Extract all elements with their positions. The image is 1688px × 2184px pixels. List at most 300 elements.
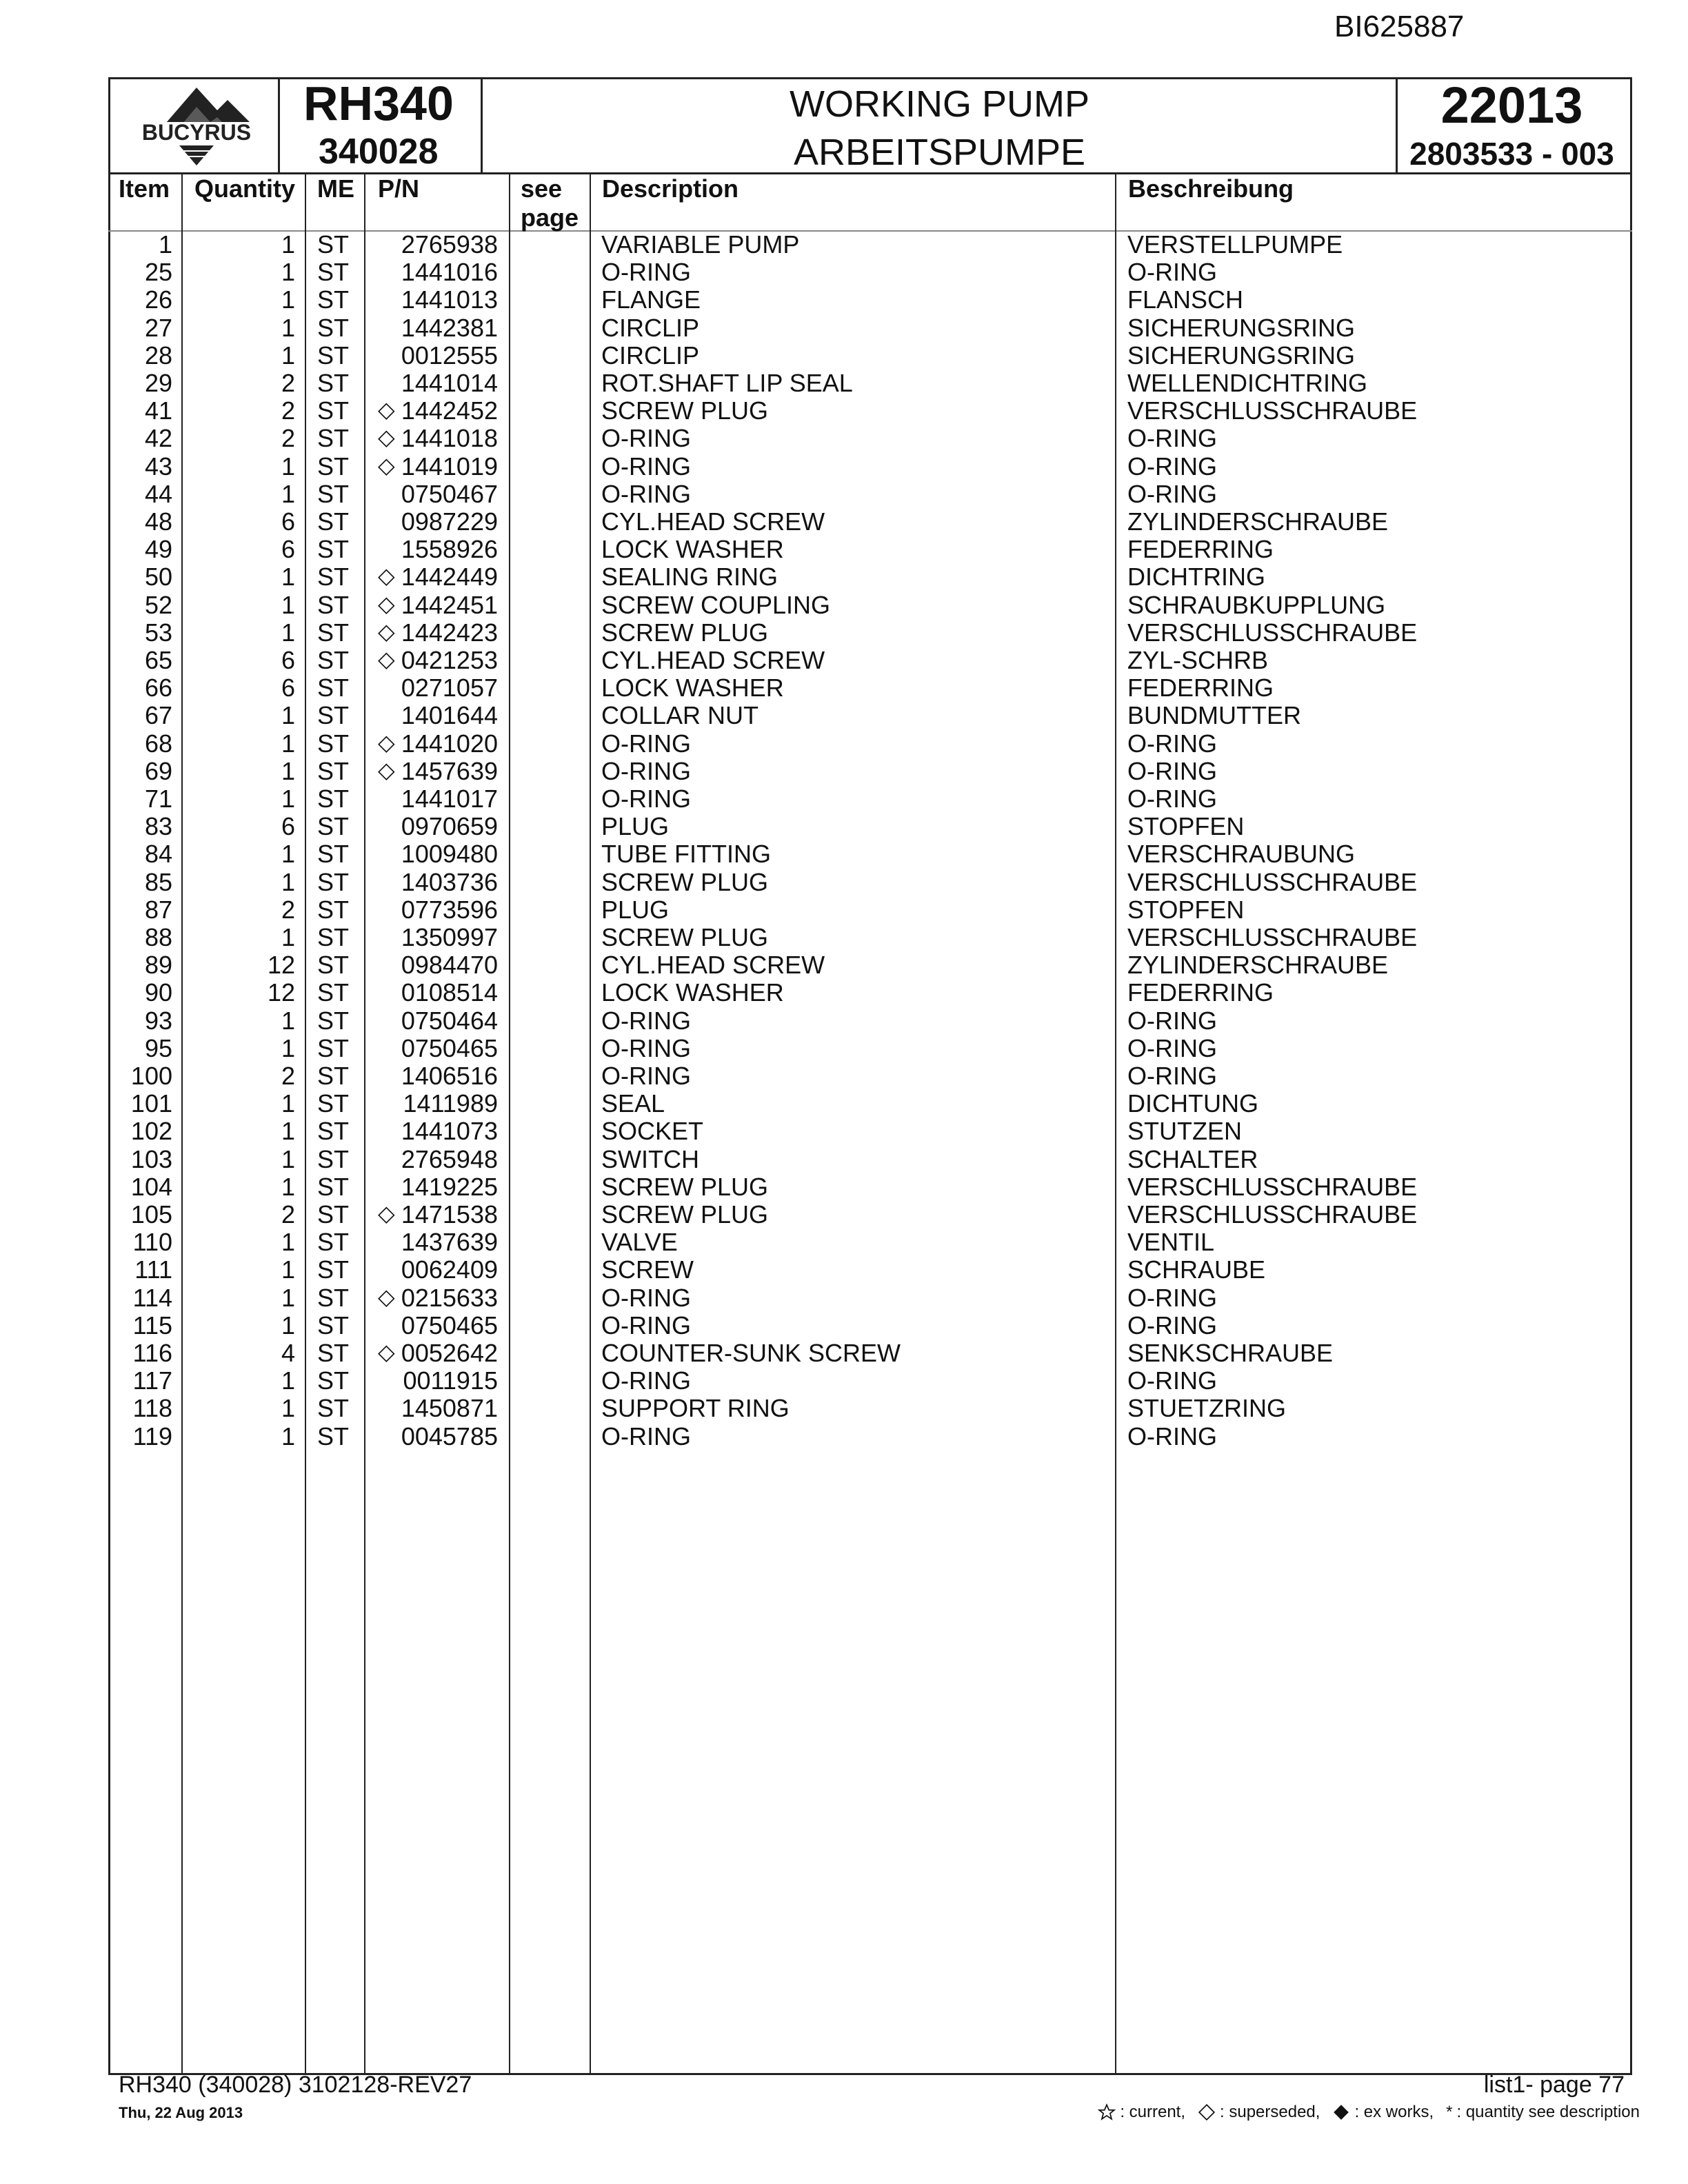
column-header-item: Item [119, 174, 170, 203]
cell-me: ST [317, 285, 350, 314]
cell-pn: 2765948 [401, 1144, 498, 1173]
cell-desc: O-RING [601, 1033, 691, 1062]
cell-desc: VARIABLE PUMP [601, 230, 800, 259]
cell-desc-de: O-RING [1127, 1422, 1217, 1450]
cell-me: ST [317, 923, 350, 951]
cell-desc: COLLAR NUT [601, 701, 759, 730]
cell-qty: 1 [281, 867, 295, 896]
cell-desc-de: VERSCHRAUBUNG [1127, 840, 1356, 869]
cell-pn: 1350997 [401, 923, 498, 951]
cell-desc-de: STOPFEN [1127, 895, 1245, 924]
cell-desc: SWITCH [601, 1144, 699, 1173]
cell-me: ST [317, 535, 350, 564]
cell-me: ST [317, 1006, 350, 1035]
cell-qty: 2 [281, 895, 295, 924]
cell-pn: 1442449 [401, 563, 498, 592]
cell-qty: 2 [281, 1200, 295, 1228]
superseded-icon: ◇ [378, 425, 395, 450]
superseded-icon: ◇ [378, 452, 395, 478]
cell-me: ST [317, 479, 350, 508]
cell-me: ST [317, 1366, 350, 1395]
cell-qty: 12 [267, 951, 295, 980]
cell-pn: 0052642 [401, 1339, 498, 1367]
cell-pn: 1441018 [401, 424, 498, 453]
cell-desc: O-RING [601, 1366, 691, 1395]
cell-qty: 1 [281, 1394, 295, 1423]
group-number: 22013 [1440, 77, 1583, 134]
cell-item: 101 [130, 1089, 172, 1118]
legend-quantity: * : quantity see description [1446, 2103, 1640, 2121]
cell-me: ST [317, 369, 350, 397]
cell-pn: 0215633 [401, 1283, 498, 1312]
cell-desc: CIRCLIP [601, 341, 700, 370]
cell-pn: 0421253 [401, 646, 498, 674]
cell-qty: 2 [281, 396, 295, 425]
cell-pn: 0750467 [401, 479, 498, 508]
cell-desc-de: O-RING [1127, 1062, 1217, 1090]
cell-me: ST [317, 396, 350, 425]
cell-pn: 1403736 [401, 867, 498, 896]
cell-desc-de: VERSCHLUSSCHRAUBE [1127, 1200, 1418, 1228]
cell-desc: SCREW PLUG [601, 867, 769, 896]
cell-desc: ROT.SHAFT LIP SEAL [601, 369, 853, 397]
cell-desc-de: VERSTELLPUMPE [1127, 230, 1343, 259]
column-line [590, 174, 591, 2075]
cell-pn: 1406516 [401, 1062, 498, 1090]
legend-ex-works: : ex works, [1332, 2103, 1434, 2122]
cell-desc-de: FEDERRING [1127, 535, 1274, 564]
cell-desc-de: O-RING [1127, 729, 1217, 758]
cell-me: ST [317, 258, 350, 287]
group-reference: 2803533 - 003 [1409, 136, 1614, 172]
cell-me: ST [317, 563, 350, 592]
footer-document-ref: RH340 (340028) 3102128-REV27 [119, 2072, 472, 2098]
cell-pn: 1457639 [401, 756, 498, 785]
cell-me: ST [317, 1200, 350, 1228]
cell-desc-de: O-RING [1127, 1006, 1217, 1035]
cell-desc: O-RING [601, 1062, 691, 1090]
cell-pn: 1442381 [401, 313, 498, 342]
cell-desc: LOCK WASHER [601, 978, 784, 1007]
cell-me: ST [317, 1172, 350, 1201]
cell-me: ST [317, 313, 350, 342]
document-id: BI625887 [1334, 10, 1465, 43]
cell-desc-de: STUETZRING [1127, 1394, 1286, 1423]
cell-desc: O-RING [601, 479, 691, 508]
cell-desc-de: SICHERUNGSRING [1127, 313, 1356, 342]
cell-qty: 1 [281, 1228, 295, 1257]
cell-desc-de: ZYL-SCHRB [1127, 646, 1269, 674]
cell-me: ST [317, 230, 350, 259]
cell-pn: 1437639 [401, 1228, 498, 1257]
cell-me: ST [317, 785, 350, 813]
cell-pn: 0773596 [401, 895, 498, 924]
cell-item: 66 [144, 674, 172, 702]
cell-desc: SCREW PLUG [601, 396, 769, 425]
cell-me: ST [317, 452, 350, 481]
cell-pn: 1471538 [401, 1200, 498, 1228]
diamond-outline-icon [1198, 2103, 1216, 2121]
cell-qty: 12 [267, 978, 295, 1007]
cell-pn: 0012555 [401, 341, 498, 370]
diamond-filled-icon [1332, 2103, 1350, 2121]
cell-desc: SCREW COUPLING [601, 590, 831, 619]
cell-pn: 1441019 [401, 452, 498, 481]
cell-pn: 1401644 [401, 701, 498, 730]
cell-item: 119 [132, 1422, 172, 1450]
cell-qty: 6 [281, 674, 295, 702]
cell-pn: 1558926 [401, 535, 498, 564]
cell-qty: 2 [281, 424, 295, 453]
column-header-description: Description [602, 174, 739, 203]
cell-pn: 0108514 [401, 978, 498, 1007]
cell-me: ST [317, 1339, 350, 1367]
cell-desc-de: ZYLINDERSCHRAUBE [1127, 951, 1389, 980]
cell-qty: 2 [281, 1062, 295, 1090]
cell-desc: CYL.HEAD SCREW [601, 951, 825, 980]
cell-desc: O-RING [601, 452, 691, 481]
cell-qty: 1 [281, 840, 295, 869]
cell-desc-de: FLANSCH [1127, 285, 1244, 314]
cell-item: 1 [158, 230, 172, 259]
cell-pn: 1442423 [401, 618, 498, 647]
cell-desc: SCREW PLUG [601, 1200, 769, 1228]
cell-item: 116 [132, 1339, 172, 1367]
cell-item: 44 [144, 479, 172, 508]
cell-desc-de: VERSCHLUSSCHRAUBE [1127, 867, 1418, 896]
cell-pn: 0750465 [401, 1311, 498, 1339]
cell-me: ST [317, 978, 350, 1007]
column-header-pn: P/N [378, 174, 420, 203]
page-label: page [521, 203, 579, 232]
cell-desc-de: VERSCHLUSSCHRAUBE [1127, 1172, 1418, 1201]
cell-desc: LOCK WASHER [601, 535, 784, 564]
cell-me: ST [317, 840, 350, 869]
cell-qty: 1 [281, 618, 295, 647]
cell-desc-de: SENKSCHRAUBE [1127, 1339, 1334, 1367]
cell-desc: COUNTER-SUNK SCREW [601, 1339, 901, 1367]
cell-me: ST [317, 1394, 350, 1423]
cell-qty: 6 [281, 812, 295, 841]
cell-qty: 1 [281, 923, 295, 951]
cell-pn: 1411989 [403, 1089, 498, 1118]
cell-item: 50 [144, 563, 172, 592]
cell-desc: PLUG [601, 895, 670, 924]
cell-item: 48 [144, 507, 172, 536]
cell-item: 118 [132, 1394, 172, 1423]
cell-desc: O-RING [601, 785, 691, 813]
cell-desc-de: VERSCHLUSSCHRAUBE [1127, 923, 1418, 951]
column-header-beschreibung: Beschreibung [1128, 174, 1294, 203]
cell-desc-de: DICHTRING [1127, 563, 1265, 592]
cell-desc: TUBE FITTING [601, 840, 771, 869]
cell-pn: 0011915 [403, 1366, 498, 1395]
superseded-icon: ◇ [378, 563, 395, 589]
cell-item: 71 [144, 785, 172, 813]
cell-desc-de: O-RING [1127, 1033, 1217, 1062]
cell-me: ST [317, 507, 350, 536]
cell-pn: 1450871 [401, 1394, 498, 1423]
cell-desc: SCREW PLUG [601, 1172, 769, 1201]
cell-pn: 1442451 [401, 590, 498, 619]
cell-qty: 1 [281, 1311, 295, 1339]
cell-desc: SEAL [601, 1089, 665, 1118]
cell-item: 52 [144, 590, 172, 619]
cell-me: ST [317, 1144, 350, 1173]
cell-me: ST [317, 756, 350, 785]
cell-item: 29 [144, 369, 172, 397]
superseded-icon: ◇ [378, 1201, 395, 1226]
legend-current: : current, [1098, 2103, 1185, 2122]
cell-qty: 1 [281, 563, 295, 592]
cell-me: ST [317, 1228, 350, 1257]
bucyrus-logo [114, 79, 279, 172]
cell-pn: 1419225 [401, 1172, 498, 1201]
superseded-icon: ◇ [378, 1339, 395, 1364]
cell-item: 28 [144, 341, 172, 370]
superseded-icon: ◇ [378, 397, 395, 423]
cell-me: ST [317, 951, 350, 980]
cell-qty: 1 [281, 230, 295, 259]
superseded-icon: ◇ [378, 729, 395, 755]
cell-desc-de: O-RING [1127, 258, 1217, 287]
superseded-icon: ◇ [378, 591, 395, 616]
cell-item: 105 [130, 1200, 172, 1228]
cell-item: 85 [144, 867, 172, 896]
cell-item: 43 [144, 452, 172, 481]
cell-desc: VALVE [601, 1228, 678, 1257]
cell-desc-de: SCHRAUBKUPPLUNG [1127, 590, 1386, 619]
cell-me: ST [317, 729, 350, 758]
cell-item: 26 [144, 285, 172, 314]
cell-pn: 0970659 [401, 812, 498, 841]
superseded-icon: ◇ [378, 757, 395, 782]
cell-qty: 2 [281, 369, 295, 397]
cell-desc-de: DICHTUNG [1127, 1089, 1258, 1118]
cell-desc-de: VERSCHLUSSCHRAUBE [1127, 618, 1418, 647]
cell-qty: 1 [281, 313, 295, 342]
cell-pn: 1441014 [401, 369, 498, 397]
title-german: ARBEITSPUMPE [793, 132, 1086, 173]
cell-desc: SUPPORT RING [601, 1394, 790, 1423]
cell-pn: 1441073 [401, 1117, 498, 1146]
cell-item: 110 [132, 1228, 172, 1257]
cell-item: 103 [130, 1144, 172, 1173]
cell-item: 84 [144, 840, 172, 869]
cell-item: 67 [144, 701, 172, 730]
asterisk-icon: * [1446, 2103, 1453, 2121]
cell-desc: CIRCLIP [601, 313, 700, 342]
cell-desc-de: O-RING [1127, 785, 1217, 813]
cell-desc: SCREW [601, 1255, 694, 1284]
legend-superseded: : superseded, [1198, 2103, 1320, 2122]
see-label: see [521, 174, 563, 203]
cell-me: ST [317, 424, 350, 453]
cell-desc-de: SICHERUNGSRING [1127, 341, 1356, 370]
cell-item: 90 [144, 978, 172, 1007]
cell-desc-de: O-RING [1127, 1283, 1217, 1312]
cell-pn: 1442452 [401, 396, 498, 425]
cell-me: ST [317, 1422, 350, 1450]
cell-desc-de: O-RING [1127, 1311, 1217, 1339]
cell-me: ST [317, 674, 350, 702]
cell-item: 41 [144, 396, 172, 425]
cell-me: ST [317, 895, 350, 924]
cell-qty: 6 [281, 646, 295, 674]
cell-item: 115 [132, 1311, 172, 1339]
cell-desc: O-RING [601, 1283, 691, 1312]
cell-item: 104 [130, 1172, 172, 1201]
cell-desc: O-RING [601, 1006, 691, 1035]
superseded-icon: ◇ [378, 618, 395, 644]
cell-item: 114 [132, 1283, 172, 1312]
cell-desc: SCREW PLUG [601, 618, 769, 647]
cell-pn: 0987229 [401, 507, 498, 536]
cell-desc: LOCK WASHER [601, 674, 784, 702]
cell-qty: 1 [281, 258, 295, 287]
cell-item: 83 [144, 812, 172, 841]
cell-pn: 1441017 [401, 785, 498, 813]
cell-desc-de: STOPFEN [1127, 812, 1245, 841]
column-line [364, 174, 365, 2075]
cell-item: 95 [144, 1033, 172, 1062]
cell-qty: 1 [281, 729, 295, 758]
cell-me: ST [317, 701, 350, 730]
cell-qty: 1 [281, 1117, 295, 1146]
model-number: RH340 [303, 77, 454, 130]
cell-qty: 4 [281, 1339, 295, 1367]
superseded-icon: ◇ [378, 647, 395, 671]
cell-qty: 1 [281, 1033, 295, 1062]
cell-qty: 1 [281, 1006, 295, 1035]
column-header-quantity: Quantity [194, 174, 296, 203]
cell-desc: O-RING [601, 1311, 691, 1339]
cell-item: 117 [132, 1366, 172, 1395]
cell-desc: O-RING [601, 424, 691, 453]
cell-qty: 1 [281, 1366, 295, 1395]
cell-pn: 0062409 [401, 1255, 498, 1284]
cell-pn: 1441013 [401, 285, 498, 314]
cell-qty: 1 [281, 285, 295, 314]
cell-item: 27 [144, 313, 172, 342]
cell-qty: 1 [281, 1172, 295, 1201]
cell-item: 88 [144, 923, 172, 951]
title-english: WORKING PUMP [789, 83, 1089, 125]
cell-qty: 1 [281, 756, 295, 785]
cell-me: ST [317, 1117, 350, 1146]
cell-qty: 1 [281, 1144, 295, 1173]
cell-pn: 1009480 [401, 840, 498, 869]
superseded-icon: ◇ [378, 1284, 395, 1309]
cell-pn: 0045785 [401, 1422, 498, 1450]
cell-pn: 0984470 [401, 951, 498, 980]
cell-desc: CYL.HEAD SCREW [601, 507, 825, 536]
logo-text: BUCYRUS [141, 120, 252, 145]
column-line [509, 174, 510, 2075]
cell-item: 49 [144, 535, 172, 564]
cell-pn: 0750464 [401, 1006, 498, 1035]
cell-qty: 1 [281, 590, 295, 619]
cell-desc-de: O-RING [1127, 424, 1217, 453]
footer-page-number: list1- page 77 [1483, 2072, 1625, 2098]
cell-pn: 1441016 [401, 258, 498, 287]
cell-item: 111 [134, 1255, 172, 1284]
cell-desc: FLANGE [601, 285, 701, 314]
cell-desc: SEALING RING [601, 563, 778, 592]
cell-qty: 1 [281, 701, 295, 730]
cell-me: ST [317, 646, 350, 674]
cell-item: 100 [130, 1062, 172, 1090]
cell-qty: 6 [281, 507, 295, 536]
cell-me: ST [317, 1283, 350, 1312]
cell-pn: 2765938 [401, 230, 498, 259]
cell-qty: 1 [281, 1255, 295, 1284]
cell-desc: O-RING [601, 258, 691, 287]
cell-desc: O-RING [601, 1422, 691, 1450]
cell-desc: SCREW PLUG [601, 923, 769, 951]
cell-desc-de: STUTZEN [1127, 1117, 1242, 1146]
cell-me: ST [317, 867, 350, 896]
cell-item: 89 [144, 951, 172, 980]
cell-desc: PLUG [601, 812, 670, 841]
serial-number: 340028 [319, 132, 439, 172]
cell-pn: 1441020 [401, 729, 498, 758]
cell-desc-de: FEDERRING [1127, 674, 1274, 702]
cell-desc: O-RING [601, 729, 691, 758]
footer-date: Thu, 22 Aug 2013 [119, 2104, 243, 2121]
cell-me: ST [317, 618, 350, 647]
cell-me: ST [317, 590, 350, 619]
cell-desc-de: O-RING [1127, 452, 1217, 481]
cell-item: 87 [144, 895, 172, 924]
column-header-me: ME [317, 174, 354, 203]
legend [1088, 2103, 1640, 2122]
cell-qty: 1 [281, 479, 295, 508]
cell-qty: 1 [281, 1422, 295, 1450]
cell-desc-de: ZYLINDERSCHRAUBE [1127, 507, 1389, 536]
cell-me: ST [317, 1062, 350, 1090]
cell-item: 42 [144, 424, 172, 453]
cell-pn: 0750465 [401, 1033, 498, 1062]
cell-desc-de: SCHRAUBE [1127, 1255, 1266, 1284]
cell-desc: SOCKET [601, 1117, 704, 1146]
cell-desc-de: WELLENDICHTRING [1127, 369, 1368, 397]
star-outline-icon [1098, 2103, 1116, 2121]
cell-item: 93 [144, 1006, 172, 1035]
cell-desc: CYL.HEAD SCREW [601, 646, 825, 674]
cell-me: ST [317, 1311, 350, 1339]
cell-desc-de: BUNDMUTTER [1127, 701, 1301, 730]
cell-qty: 1 [281, 1089, 295, 1118]
cell-desc-de: O-RING [1127, 1366, 1217, 1395]
cell-item: 102 [130, 1117, 172, 1146]
cell-desc-de: FEDERRING [1127, 978, 1274, 1007]
cell-item: 25 [144, 258, 172, 287]
cell-desc-de: VERSCHLUSSCHRAUBE [1127, 396, 1418, 425]
cell-desc-de: O-RING [1127, 479, 1217, 508]
cell-item: 69 [144, 756, 172, 785]
cell-qty: 1 [281, 341, 295, 370]
cell-item: 53 [144, 618, 172, 647]
cell-desc-de: O-RING [1127, 756, 1217, 785]
cell-me: ST [317, 812, 350, 841]
cell-me: ST [317, 341, 350, 370]
column-line [181, 174, 183, 2075]
cell-me: ST [317, 1089, 350, 1118]
column-line [1115, 174, 1116, 2075]
cell-qty: 6 [281, 535, 295, 564]
cell-me: ST [317, 1033, 350, 1062]
